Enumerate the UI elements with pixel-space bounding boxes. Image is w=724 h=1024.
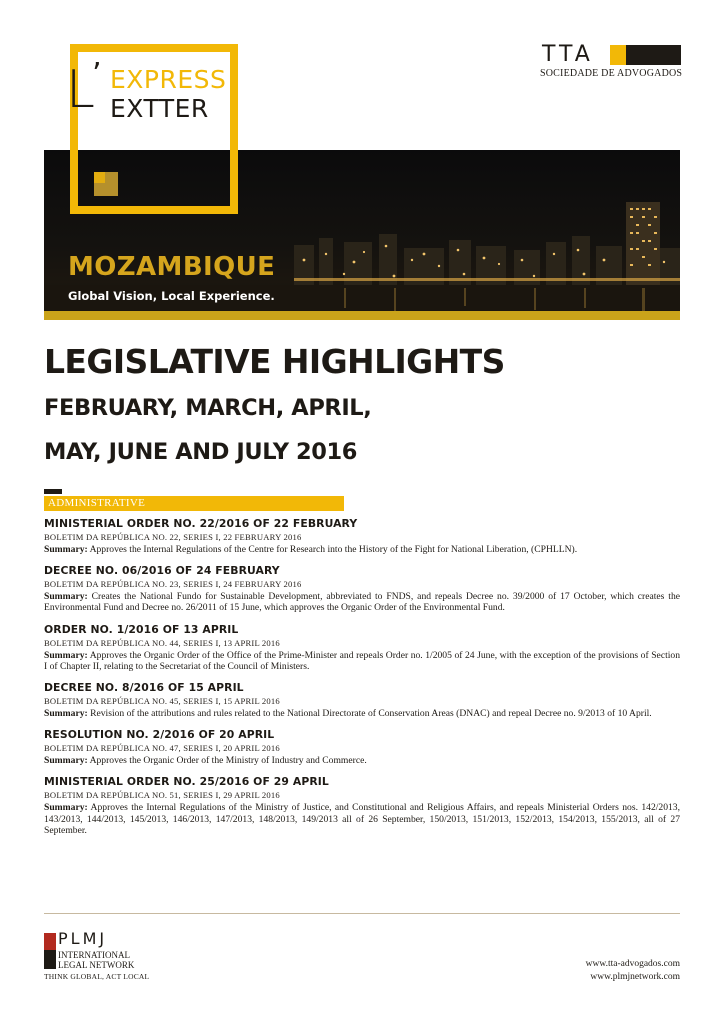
entry-summary	[44, 591, 680, 613]
plmj-tagline: THINK GLOBAL, ACT LOCAL	[44, 972, 150, 981]
tta-website-link[interactable]: www.tta-advogados.com	[585, 959, 680, 969]
summary-label: Summary:	[44, 544, 88, 555]
tta-logo-yellow-block	[610, 45, 626, 65]
entry-title: DECREE NO. 06/2016 OF 24 FEBRUARY	[44, 564, 280, 578]
country-name: MOZAMBIQUE	[68, 252, 276, 282]
entry-boletim: BOLETIM DA REPÚBLICA NO. 22, SERIES I, 22 FEBRUARY 2016	[44, 532, 302, 542]
footer-divider	[44, 913, 680, 914]
entry-title: ORDER NO. 1/2016 OF 13 APRIL	[44, 622, 239, 636]
entry-summary	[44, 708, 680, 719]
entry-summary	[44, 755, 680, 766]
list-item	[44, 564, 680, 613]
summary-text: Approves the Organic Order of the Ministry of Industry and Commerce.	[87, 755, 367, 767]
entry-boletim: BOLETIM DA REPÚBLICA NO. 45, SERIES I, 15 APRIL 2016	[44, 696, 280, 707]
entry-boletim: BOLETIM DA REPÚBLICA NO. 44, SERIES I, 13 APRIL 2016	[44, 637, 280, 648]
logo-exxter-text: EXTTER	[110, 94, 209, 123]
plmj-network-line-1: INTERNATIONAL	[58, 950, 130, 960]
plmj-logo-red-block	[44, 933, 56, 950]
summary-text: Revision of the attributions and rules related to the National Directorate of Conservation Areas (DNAC) and repeal Decree no. 9/2013 of 10 April.	[87, 708, 652, 720]
entry-boletim: BOLETIM DA REPÚBLICA NO. 51, SERIES I, 29 APRIL 2016	[44, 790, 280, 801]
hero-tagline: Global Vision, Local Experience.	[68, 289, 275, 303]
tta-subtitle: SOCIEDADE DE ADVOGADOS	[540, 68, 683, 79]
legislation-list	[44, 517, 680, 845]
page-subtitle-line-2: MAY, JUNE AND JULY 2016	[44, 439, 358, 465]
list-item	[44, 775, 680, 836]
summary-label: Summary:	[44, 755, 88, 767]
tta-logo-text: TTA	[542, 42, 594, 67]
entry-title: RESOLUTION NO. 2/2016 OF 20 APRIL	[44, 728, 275, 742]
entry-title: MINISTERIAL ORDER NO. 25/2016 OF 29 APRIL	[44, 775, 329, 789]
plmj-logo-icon	[44, 933, 56, 969]
list-item	[44, 517, 680, 555]
tta-logo-dark-block	[626, 45, 681, 65]
logo-square-icon	[94, 172, 118, 196]
plmj-logo-dark-block	[44, 950, 56, 969]
entry-boletim: BOLETIM DA REPÚBLICA NO. 23, SERIES I, 24 FEBRUARY 2016	[44, 579, 302, 590]
page-title: LEGISLATIVE HIGHLIGHTS	[44, 342, 505, 381]
entry-title: DECREE NO. 8/2016 OF 15 APRIL	[44, 681, 244, 695]
summary-text: Approves the Internal Regulations of the Centre for Research into the History of the Fight for National Liberation, (CPHLLN).	[87, 544, 578, 555]
list-item	[44, 623, 680, 672]
entry-title: MINISTERIAL ORDER NO. 22/2016 OF 22 FEBRUARY	[44, 517, 358, 530]
logo-apostrophe: ’	[92, 57, 102, 92]
page-subtitle-line-1: FEBRUARY, MARCH, APRIL,	[44, 395, 372, 421]
summary-label: Summary:	[44, 649, 88, 661]
summary-label: Summary:	[44, 802, 88, 814]
plmj-logo-text: PLMJ	[58, 929, 108, 948]
section-marker	[44, 489, 62, 494]
summary-text: Approves the Organic Order of the Office of the Prime-Minister and repeals Order no. 1/2005 of 24 June, with the exception of the provisions of Section I of Chapter II, relating to the Secretariat of the Council of Ministers.	[44, 649, 680, 672]
entry-boletim: BOLETIM DA REPÚBLICA NO. 47, SERIES I, 20 APRIL 2016	[44, 743, 280, 754]
plmj-network-line-2: LEGAL NETWORK	[58, 960, 135, 970]
entry-summary	[44, 802, 680, 836]
section-label: ADMINISTRATIVE	[48, 497, 146, 509]
logo-letter-l: L	[66, 60, 95, 120]
summary-text: Creates the National Fundo for Sustainable Development, abbreviated to FNDS, and repeals Decree no. 39/2000 of 17 October, which creates the Environmental Fund and Decree no. 26/2011 of 15 June, which approves the Organic Order of the Environmental Fund.	[44, 591, 680, 614]
summary-label: Summary:	[44, 708, 88, 720]
summary-text: Approves the Internal Regulations of the Ministry of Justice, and Constitutional and Religious Affairs, and repeals Ministerial Orders nos. 142/2013, 143/2013, 144/2013, 145/2013, 146/2013, 147/2013, 148/2013, 149/2013 all of 26 September, 150/2013, 151/2013, 152/2013, 154/2013, 155/2013, all of 27 September.	[44, 802, 680, 836]
entry-summary	[44, 544, 680, 555]
list-item	[44, 728, 680, 766]
list-item	[44, 681, 680, 719]
plmj-website-link[interactable]: www.plmjnetwork.com	[590, 972, 680, 982]
summary-label: Summary:	[44, 591, 88, 603]
logo-express-text: EXPRESS	[110, 65, 227, 94]
entry-summary	[44, 650, 680, 672]
hero-gold-strip	[44, 311, 680, 320]
